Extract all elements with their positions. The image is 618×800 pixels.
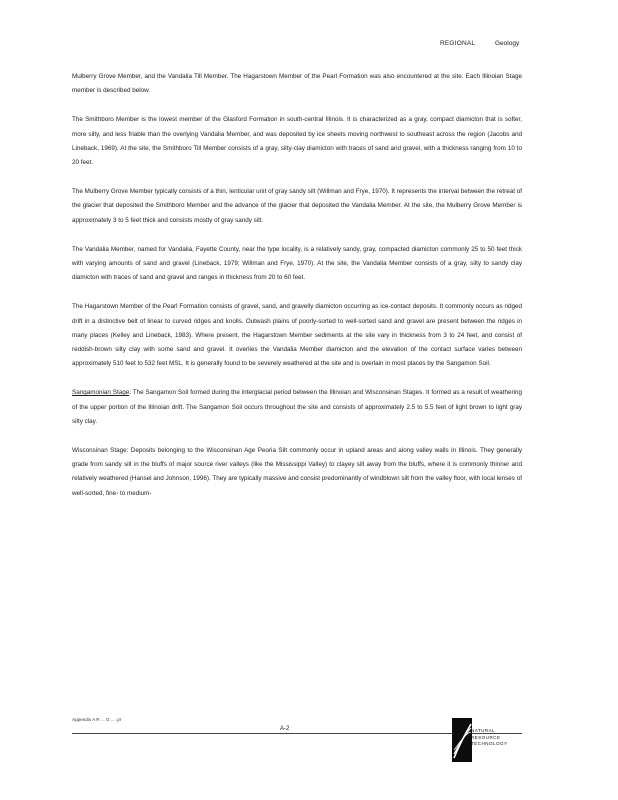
paragraph-smithboro-member: The Smithboro Member is the lowest member of the Glasford Formation in south-central Illinois. It is characterized as a gray, compact diamicton that is softer, more silty, and less friable than the overlying Vandalia Member, and was deposited by ice sheets moving northwest to southeast across the region (Jacobs and Lineback, 1969). At the site, the Smithboro Till Member consists of a gray, silty-clay diamicton with traces of sand and gravel, with a thickness ranging from 10 to 20 feet. bbox=[72, 116, 522, 167]
sangamonian-stage-text: : The Sangamon Soil formed during the interglacial period between the Illinoian and Wisconsinan Stages. It formed as a result of weathering of the upper portion of the Illinoian drift. The Sangamon Soil occurs throughout the site and consists of approximately 2.5 to 5.5 feet of light brown to light gray silty clay. bbox=[72, 389, 522, 425]
header-section: REGIONAL bbox=[440, 40, 476, 47]
wisconsinan-stage-text: : Deposits belonging to the Wisconsinan Age Peoria Silt commonly occur in upland areas and along valley walls in Illinois. They generally grade from sandy silt in the bluffs of major source river valleys (like the Mississippi Valley) to clayey silt away from the bluffs, where it is commonly thinner and relatively weathered (Hansel and Johnson, 1996). They are typically massive and consist predominantly of windblown silt from the valley floor, with local lenses of well-sorted, fine- to medium- bbox=[72, 447, 522, 497]
paragraph-mulberry-grove-member: The Mulberry Grove Member typically consists of a thin, lenticular unit of gray sandy silt (Willman and Frye, 1970). It represents the interval between the retreat of the glacier that deposited the Smithboro Member and the advance of the glacier that deposited the Vandalia Member. At the site, the Mulberry Grove Member is approximately 3 to 5 feet thick and consists mostly of gray sandy silt. bbox=[72, 188, 522, 224]
logo-line-2: RESOURCE bbox=[471, 734, 501, 740]
wisconsinan-stage-heading: Wisconsinan Stage bbox=[72, 447, 127, 455]
logo-text bbox=[471, 728, 508, 748]
paragraph-hagarstown-member: The Hagarstown Member of the Pearl Formation consists of gravel, sand, and gravelly diamicton occurring as ice-contact deposits. It commonly occurs as ridged drift in a distinctive belt of linear to curved ridges and knolls. Outwash plains of poorly-sorted to well-sorted sand and gravel are present between the ridges in many places (Kelley and Lineback, 1983). Where present, the Hagarstown Member sediments at the site vary in thickness from 3 to 24 feet, and consist of reddish-brown silty clay with some sand and gravel. It overlies the Vandalia Member diamicton and the elevation of the contact surface varies between approximately 510 feet to 532 feet MSL. It is generally found to be severely weathered at the site and is overlain in most places by the Sangamon Soil. bbox=[72, 303, 522, 368]
paragraph-glasford-members: Mulberry Grove Member, and the Vandalia Till Member. The Hagarstown Member of the Pearl Formation was also encountered at the site. Each Illinoian Stage member is described below. bbox=[72, 73, 522, 95]
paragraph-vandalia-member: The Vandalia Member, named for Vandalia, Fayette County, near the type locality, is a relatively sandy, gray, compacted diamicton commonly 25 to 50 feet thick with varying amounts of sand and gravel (Lineback, 1979; Willman and Frye, 1970). At the site, the Vandalia Member consists of a gray, silty to sandy clay diamicton with traces of sand and gravel and ranges in thickness from 20 to 60 feet. bbox=[72, 245, 522, 282]
page-number: A-2 bbox=[280, 726, 290, 732]
company-logo bbox=[452, 718, 524, 762]
logo-line-3: TECHNOLOGY bbox=[471, 741, 508, 746]
footer-document-id: Appendix A R ... G ... .pr bbox=[72, 717, 122, 722]
logo-line-1: NATURAL bbox=[471, 728, 496, 733]
body-text bbox=[72, 70, 522, 516]
header-subject: Geology bbox=[495, 40, 520, 47]
logo-swoosh-icon bbox=[452, 718, 472, 762]
paragraph-sangamonian-stage bbox=[72, 386, 522, 429]
sangamonian-stage-heading: Sangamonian Stage bbox=[72, 389, 130, 397]
paragraph-wisconsinan-stage bbox=[72, 444, 522, 501]
